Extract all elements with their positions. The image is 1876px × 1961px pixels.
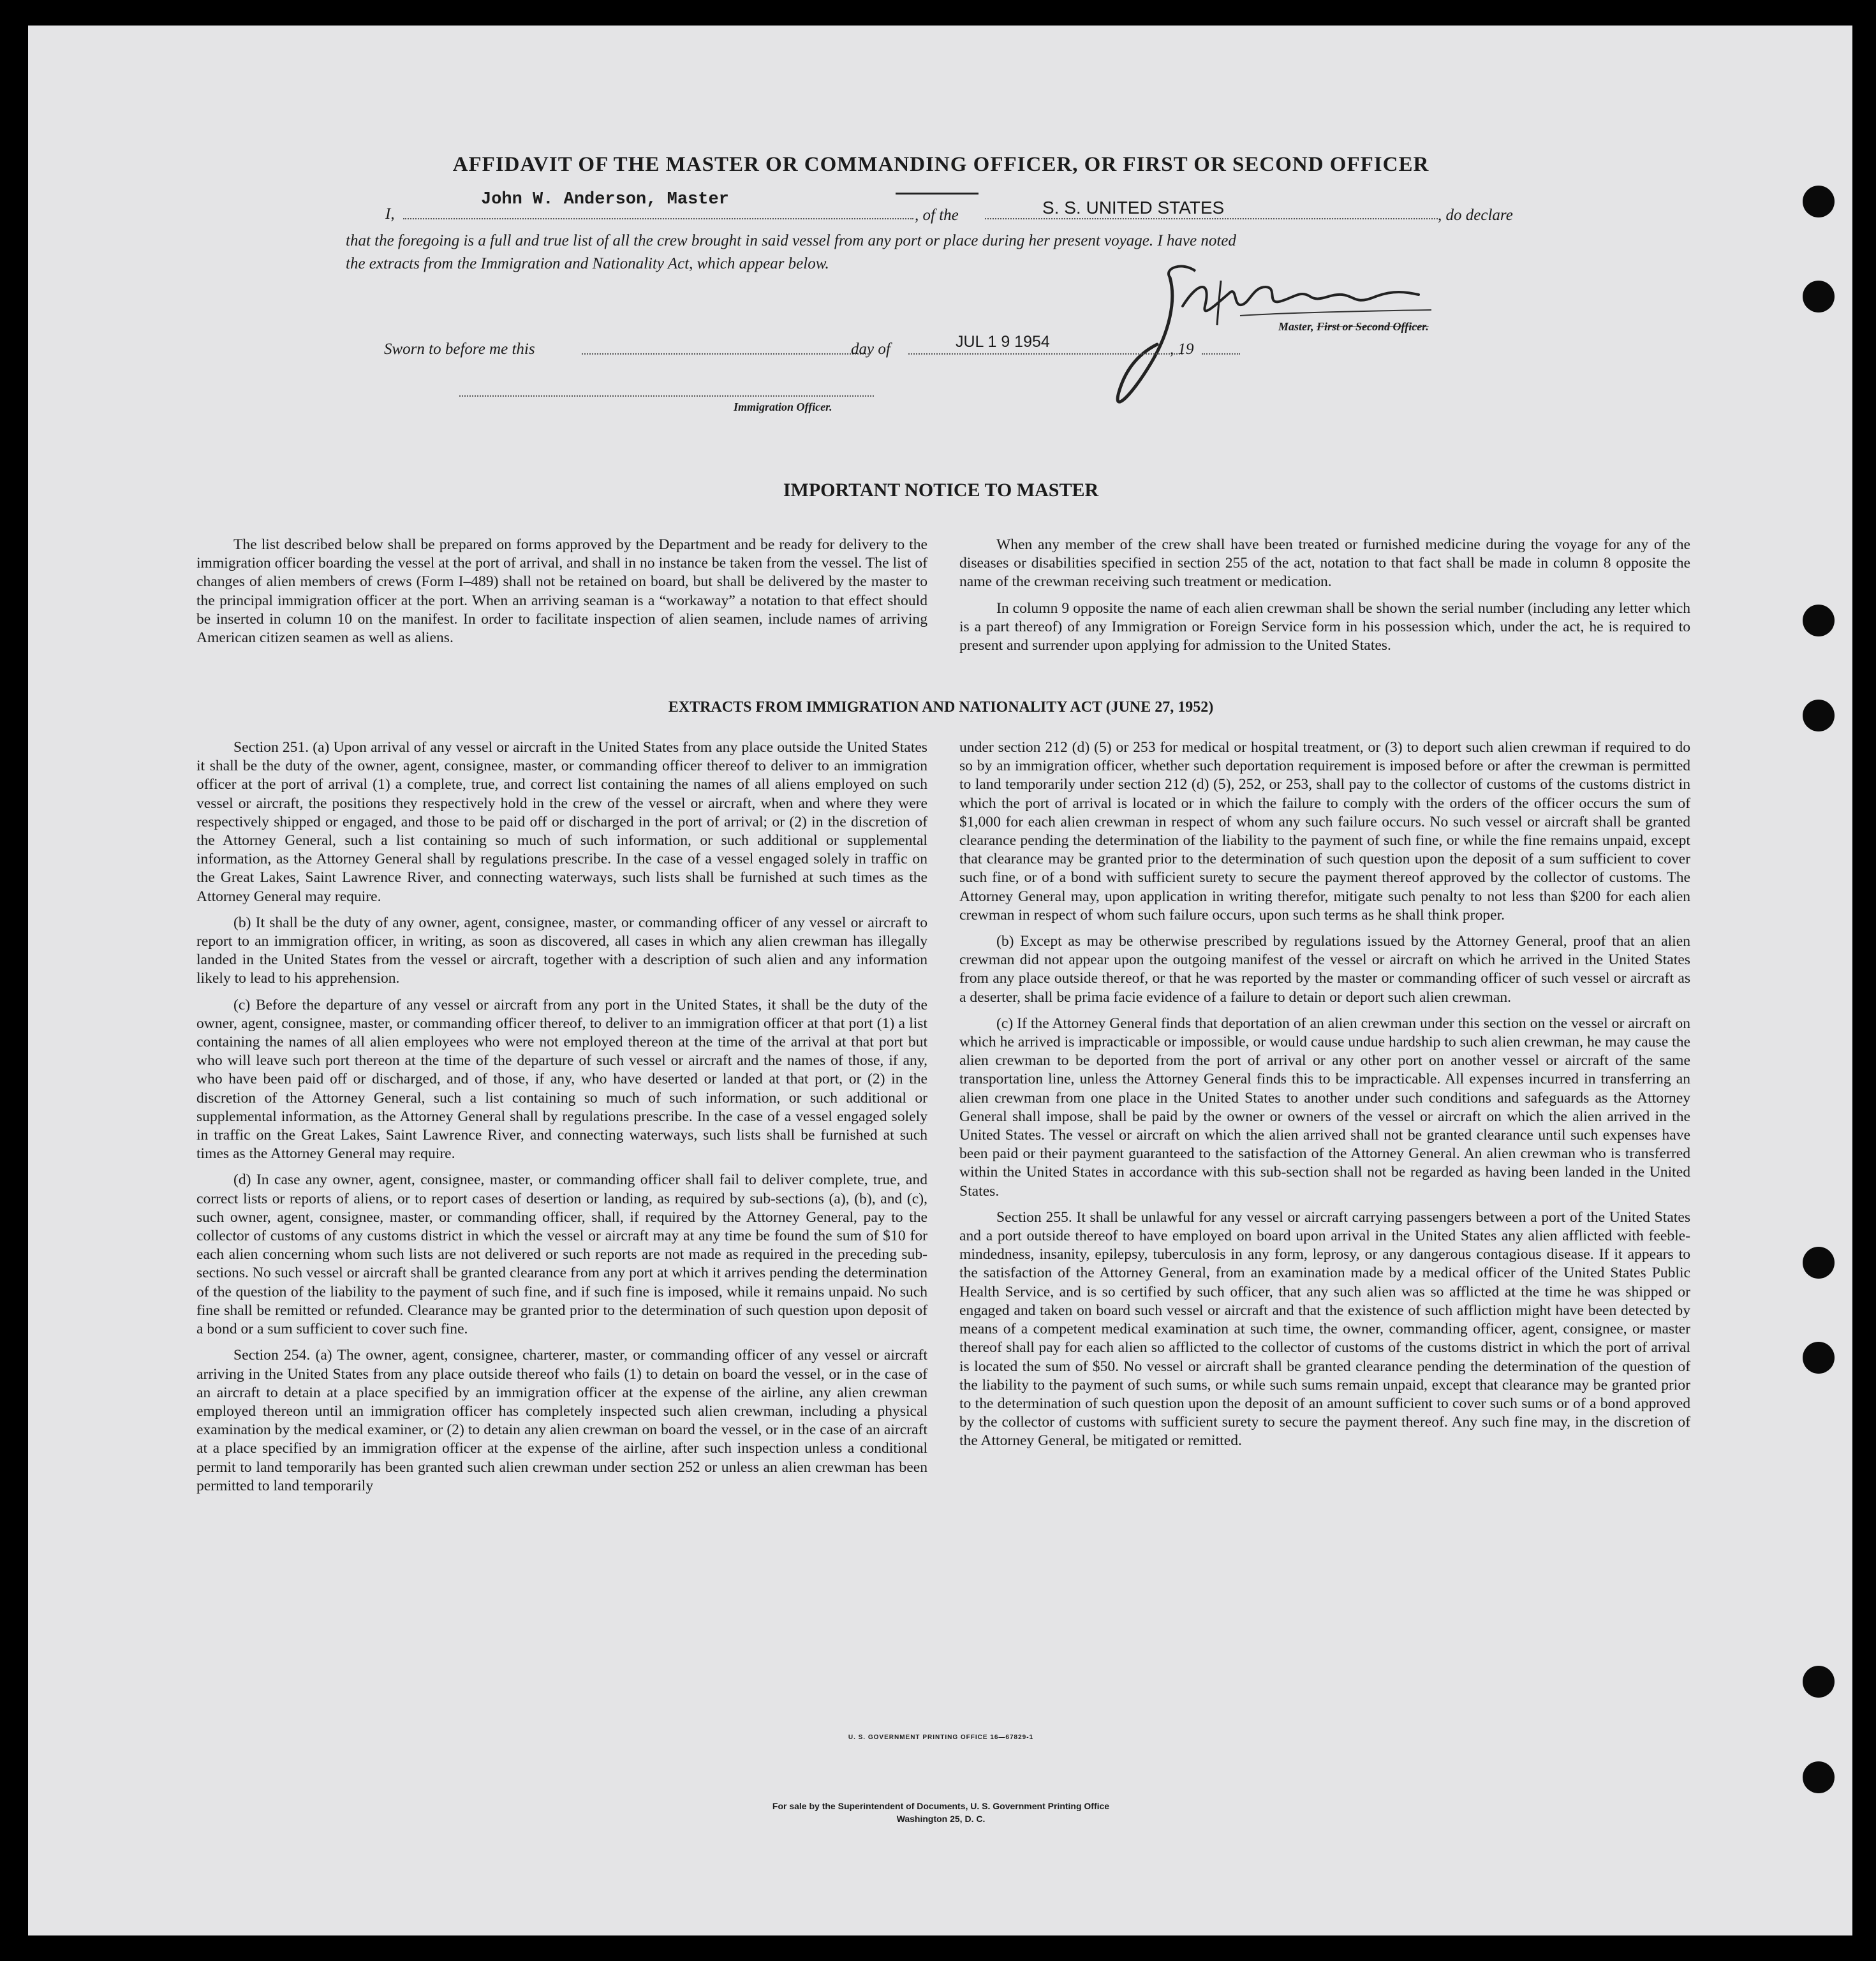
immigration-officer-signature-line (459, 395, 874, 397)
notice-right-paragraph: In column 9 opposite the name of each alien crewman shall be shown the serial number (including any letter which is a part thereof) of any Immigration or Foreign Service form in his possession which, under the act, he is required to present and surrender upon applying for admission to the United States. (959, 599, 1690, 654)
extract-paragraph: (b) It shall be the duty of any owner, agent, consignee, master, or commanding officer of any vessel or aircraft to report to an immigration officer, in writing, as soon as discovered, all cases in which any alien crewman has illegally landed in the United States from the vessel or aircraft, together with a description of such alien and any information likely to lead to his apprehension. (196, 914, 927, 987)
declaration-line-1: that the foregoing is a full and true list of all the crew brought in said vessel from any port or place during her present voyage. I have noted (346, 232, 1236, 249)
declarant-name: John W. Anderson, Master (481, 190, 729, 209)
extracts-left-column (196, 738, 927, 1503)
notice-left-paragraph: The list described below shall be prepared on forms approved by the Department and be ready for delivery to the immigration officer boarding the vessel at the port of arrival, and shall in no instance be taken from the vessel. The list of changes of alien members of crews (Form I–489) shall not be retained on board, but shall be delivered by the master to the principal immigration officer at the port. When an arriving seaman is a “workaway” a notation to that effect should be inserted in column 10 on the manifest. In order to facilitate inspection of alien seamen, include names of arriving American citizen seamen as well as aliens. (196, 536, 927, 647)
declaration-line-2: the extracts from the Immigration and Nationality Act, which appear below. (346, 255, 829, 272)
vessel-name: S. S. UNITED STATES (1042, 198, 1225, 217)
punch-hole (1803, 700, 1835, 731)
punch-hole (1803, 1761, 1835, 1793)
document-page (28, 26, 1852, 1935)
punch-hole (1803, 1342, 1835, 1374)
notice-right-paragraph: When any member of the crew shall have been treated or furnished medicine during the voyage for any of the diseases or disabilities specified in section 255 of the act, notation to that fact shall be made in column 8 opposite the name of the crewman receiving such treatment or medication. (959, 536, 1690, 591)
immigration-officer-label: Immigration Officer. (734, 400, 832, 413)
sworn-month-blank (908, 353, 1183, 355)
sworn-label: Sworn to before me this (384, 341, 535, 358)
punch-hole (1803, 1666, 1835, 1698)
punch-hole (1803, 1247, 1835, 1279)
date-stamp: JUL 1 9 1954 (956, 333, 1050, 351)
signer-title-prefix: Master, (1278, 320, 1317, 333)
extract-paragraph: Section 251. (a) Upon arrival of any vessel or aircraft in the United States from any place outside the United States it shall be the duty of the owner, agent, consignee, master, or commanding officer thereof to deliver to an immigration officer at the port of arrival (1) a complete, true, and correct list containing the names of all aliens employed on such vessel or aircraft, the positions they respectively hold in the crew of the vessel or aircraft, when and where they were respectively shipped or engaged, and those to be paid off or discharged in the port of arrival; or (2) in the discretion of the Attorney General, such a list containing so much of such information, or such additional or supplemental information, as the Attorney General shall by regulations prescribe. In the case of a vessel engaged solely in traffic on the Great Lakes, Saint Lawrence River, and connecting waterways, such lists shall be furnished at such times as the Attorney General may require. (196, 739, 927, 905)
sworn-day-blank (582, 353, 869, 355)
declarant-blank (403, 218, 913, 219)
extract-paragraph: under section 212 (d) (5) or 253 for medical or hospital treatment, or (3) to deport such alien crewman if required to do so by an immigration officer, whether such deportation requirement is imposed before or after the crewman is permitted to land temporarily under section 212 (d) (5), 252, or 253, shall pay to the collector of customs of the customs district in which the port of arrival is located or in which the failure to comply with the orders of the officer occurs the sum of $1,000 for each alien crewman in respect of whom any such failure occurs. No such vessel or aircraft shall be granted clearance pending the determination of the liability to the payment of such fine, or while the fine remains unpaid, except that clearance may be granted prior to the determination of such question upon the deposit of a sum sufficient to cover such fine, or of a bond with sufficient surety to secure the payment thereof approved by the collector of customs. The Attorney General may, upon application in writing therefor, mitigate such penalty to not less than $200 for each alien crewman in respect of whom such failure occurs, upon such terms as he shall think proper. (959, 739, 1690, 923)
extract-paragraph: (b) Except as may be otherwise prescribed by regulations issued by the Attorney General, proof that an alien crewman did not appear upon the outgoing manifest of the vessel or aircraft on which he arrived in the United States from any place outside thereof, or that he was reported by the master or commanding officer of such vessel or aircraft as a deserter, shall be prima facie evidence of a failure to detain or deport such alien crewman. (959, 933, 1690, 1006)
extract-paragraph: (c) If the Attorney General finds that deportation of an alien crewman under this section on the vessel or aircraft on which he arrived is impracticable or impossible, or would cause undue hardship to such alien crewman, he may cause the alien crewman to be deported from the port of arrival or any other port on another vessel or aircraft of the same transportation line, unless the Attorney General finds this to be impracticable. All expenses incurred in transferring an alien crewman from one place in the United States to another under such conditions and safeguards as the Attorney General shall impose, shall be paid by the owner or owners of the vessel or aircraft on which the alien arrived in the United States. The vessel or aircraft on which the alien arrived shall not be granted clearance until such expenses have been paid or their payment guaranteed to the satisfaction of the Attorney General. An alien crewman who is transferred within the United States in accordance with this sub-section shall not be regarded as having been landed in the United States. (959, 1015, 1690, 1200)
master-signature (1074, 242, 1508, 434)
signer-title-struck: First or Second Officer. (1317, 320, 1429, 333)
extracts-right-column (959, 738, 1690, 1458)
i-label: I, (385, 205, 395, 223)
heading-rule (896, 193, 979, 195)
extract-paragraph: Section 254. (a) The owner, agent, consignee, charterer, master, or commanding officer of any vessel or aircraft arriving in the United States from any place outside thereof who fails (1) to detain on board the vessel, or in the case of an aircraft to detain at a place specified by an immigration officer at the expense of the airline, any alien crewman employed thereon until an immigration officer has completely inspected such alien crewman, including a physical examination by the medical examiner, or (2) to detain any alien crewman on board the vessel, or in the case of an aircraft at a place specified by an immigration officer at the expense of the airline, after such inspection unless a conditional permit to land temporarily has been granted such alien crewman under section 252 or unless an alien crewman has been permitted to land temporarily (196, 1347, 927, 1494)
year-blank (1202, 353, 1240, 355)
signer-title (1278, 320, 1429, 334)
punch-hole (1803, 281, 1835, 312)
notice-title: IMPORTANT NOTICE TO MASTER (783, 480, 1099, 501)
extract-paragraph: Section 255. It shall be unlawful for any vessel or aircraft carrying passengers between a port of the United States and a port outside thereof to have employed on board upon arrival in the United States any alien afflicted with feeble-mindedness, insanity, epilepsy, tuberculosis in any form, leprosy, or any dangerous contagious disease. If it appears to the satisfaction of the Attorney General, from an examination made by a medical officer of the United States Public Health Service, and is so certified by such officer, that any such alien was so afflicted at the time he was shipped or engaged and taken on board such vessel or aircraft and that the existence of such affliction might have been detected by means of a competent medical examination at such time, the owner, commanding officer, agent, consignee, or master thereof shall pay for each alien so afflicted to the collector of customs of the customs district in which the port of arrival is located the sum of $50. No vessel or aircraft shall be granted clearance pending the determination of the question of the liability to the payment of such sums, or while such sums remain unpaid, except that clearance may be granted prior to the determination of such question upon the deposit of an amount sufficient to cover such sums or of a bond approved by the collector of customs with sufficient surety to secure the payment thereof. Any such fine may, in the discretion of the Attorney General, be mitigated or remitted. (959, 1208, 1690, 1450)
punch-hole (1803, 186, 1835, 217)
do-declare-label: , do declare (1438, 207, 1513, 224)
punch-hole (1803, 605, 1835, 636)
vessel-blank (985, 218, 1438, 219)
footer-line-1: For sale by the Superintendent of Documents, U. S. Government Printing Office (772, 1801, 1110, 1811)
day-of-label: day of (851, 341, 890, 358)
notice-right-column (959, 536, 1690, 663)
of-the-label: , of the (915, 207, 959, 224)
notice-left-column (196, 536, 927, 655)
affidavit-heading: AFFIDAVIT OF THE MASTER OR COMMANDING OFFICER, OR FIRST OR SECOND OFFICER (452, 153, 1429, 176)
extract-paragraph: (c) Before the departure of any vessel or aircraft from any port in the United States, it shall be the duty of the owner, agent, consignee, master, or commanding officer thereof, to deliver to an immigration officer at that port (1) a list containing the names of all alien employees who were not employed thereon at the time of the arrival at that port but who will leave such port thereon at the time of the departure of such vessel or aircraft and the names of those, if any, who have been paid off or discharged, and of those, if any, who have deserted or landed at that port, or (2) in the discretion of the Attorney General, such a list containing so much of such information, or such additional or supplemental information, as the Attorney General shall by regulations prescribe. In the case of a vessel engaged solely in traffic on the Great Lakes, Saint Lawrence River, and connecting waterways, such lists shall be furnished at such times as the Attorney General may require. (196, 996, 927, 1163)
extracts-title: EXTRACTS FROM IMMIGRATION AND NATIONALITY ACT (JUNE 27, 1952) (668, 699, 1214, 716)
year-label: , 19 (1170, 341, 1194, 358)
gpo-imprint: U. S. GOVERNMENT PRINTING OFFICE 16—67829-1 (848, 1734, 1034, 1741)
footer-line-2: Washington 25, D. C. (896, 1814, 986, 1824)
extract-paragraph: (d) In case any owner, agent, consignee, master, or commanding officer shall fail to deliver complete, true, and correct lists or reports of aliens, or to report cases of desertion or landing, as required by sub-sections (a), (b), and (c), such owner, agent, consignee, master, or commanding officer, shall, if required by the Attorney General, pay to the collector of customs of any customs district in which the vessel or aircraft may at any time be found the sum of $10 for each alien concerning whom such lists are not delivered or such reports are not made as required in the preceding sub-sections. No such vessel or aircraft shall be granted clearance from any port at which it arrives pending the determination of the question of the liability to the payment of such fine, and if such fine is imposed, while it remains unpaid. No such fine shall be remitted or refunded. Clearance may be granted prior to the determination of such question upon deposit of a bond or a sum sufficient to cover such fine. (196, 1171, 927, 1338)
